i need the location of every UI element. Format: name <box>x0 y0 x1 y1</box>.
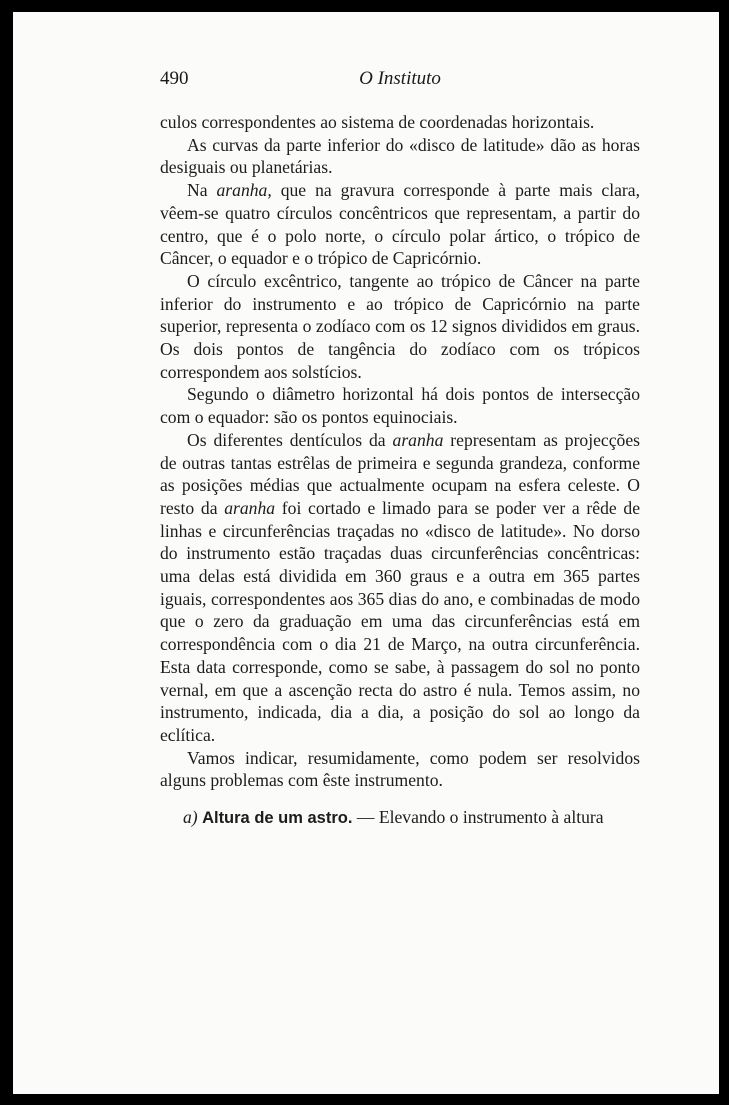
running-title: O Instituto <box>359 68 441 89</box>
paragraph-problems: Vamos indicar, resumidamente, como podem ser resolvidos alguns problemas com êste instrumento. <box>160 747 640 791</box>
paragraph-eccentric-circle: O círculo excêntrico, tangente ao trópico de Câncer na parte inferior do instrumento e ao trópico de Capricórnio na parte superior, representa o zodíaco com os 12 signos divididos em graus. Os dois pontos de tangência do zodíaco com os trópicos correspondem aos solstícios. <box>160 270 640 382</box>
subsection-altitude <box>160 806 640 830</box>
paragraph-aranha: Na aranha, que na gravura corresponde à parte mais clara, vêem-se quatro círculos concêntricos que representam, a partir do centro, que é o polo norte, o círculo polar ártico, o trópico de Câncer, o equador e o trópico de Capricórnio. <box>160 180 641 269</box>
paragraph-continuation: culos correspondentes ao sistema de coordenadas horizontais. <box>160 112 595 132</box>
subsection-text: — Elevando o instrumento à altura <box>352 807 604 828</box>
page-header <box>160 68 640 98</box>
page-number: 490 <box>160 68 189 89</box>
subsection-heading: Altura de um astro. <box>202 809 353 828</box>
document-page <box>13 12 719 1094</box>
paragraph-curves: As curvas da parte inferior do «disco de latitude» dão as horas desiguais ou planetárias. <box>160 134 640 178</box>
subsection-marker: a) <box>183 807 198 828</box>
body-text <box>160 111 640 830</box>
paragraph-denticles: Os diferentes dentículos da aranha representam as projecções de outras tantas estrêlas de primeira e segunda grandeza, conforme as posições médias que actualmente ocupam na esfera celeste. O resto da aranha foi cortado e limado para se poder ver a rêde de linhas e circunferências traçadas no «disco de latitude». No dorso do instrumento estão traçadas duas circunferências concêntricas: uma delas está dividida em 360 graus e a outra em 365 partes iguais, correspondentes aos 365 dias do ano, e combinadas de modo que o zero da graduação em uma das circunferências está em correspondência com o dia 21 de Março, na outra circunferência. Esta data corresponde, como se sabe, à passagem do sol no ponto vernal, em que a ascenção recta do astro é nula. Temos assim, no instrumento, indicada, dia a dia, a posição do sol ao longo da eclítica. <box>160 429 640 745</box>
paragraph-horizontal-diameter: Segundo o diâmetro horizontal há dois pontos de intersecção com o equador: são os pontos equinociais. <box>160 384 640 428</box>
